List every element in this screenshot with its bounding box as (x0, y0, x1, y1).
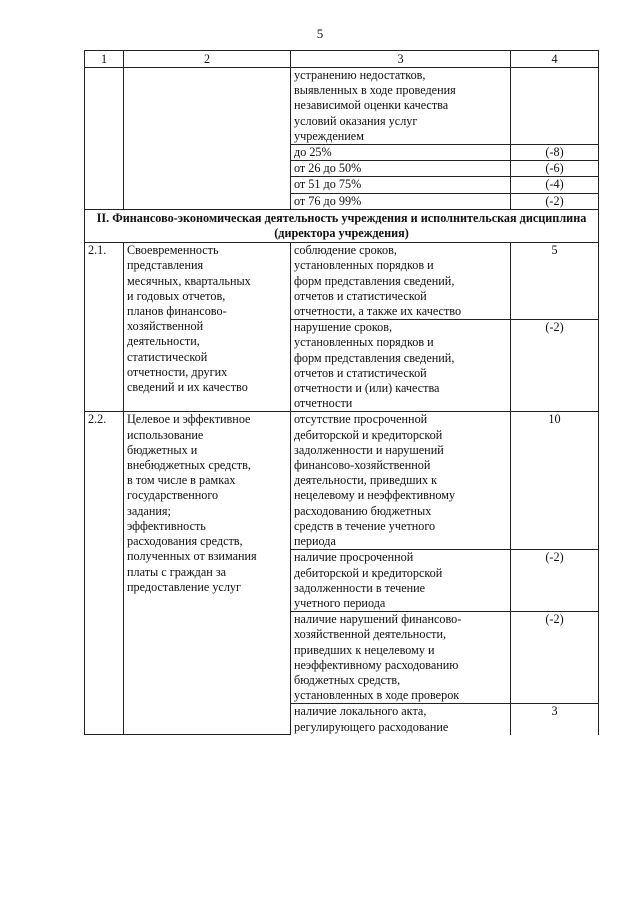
header-col-2: 2 (124, 51, 291, 68)
score: (-2) (511, 550, 599, 612)
range-label: от 76 до 99% (291, 193, 511, 209)
range-score: (-6) (511, 161, 599, 177)
table-header-row (85, 51, 599, 68)
range-label: от 51 до 75% (291, 177, 511, 193)
num-cell (85, 68, 124, 210)
range-score: (-8) (511, 145, 599, 161)
score: 5 (511, 243, 599, 320)
criterion-text: нарушение сроков, установленных порядков и форм представления сведений, отчетов и статистической отчетности и (или) качества отчетности (291, 320, 511, 412)
criterion-text: соблюдение сроков, установленных порядков и форм представления сведений, отчетов и статистической отчетности, а также их качество (291, 243, 511, 320)
criteria-table (84, 50, 599, 735)
score-cell (511, 68, 599, 145)
indicator-text: Целевое и эффективное использование бюджетных и внебюджетных средств, в том числе в рамках государственного задания; эффективность расходования средств, полученных от взимания платы с граждан за предоставление услуг (124, 412, 291, 735)
indicator-text: Своевременность представления месячных, квартальных и годовых отчетов, планов финансово- хозяйственной деятельности, статистической отчетности, других сведений и их качество (124, 243, 291, 412)
range-label: от 26 до 50% (291, 161, 511, 177)
range-label: до 25% (291, 145, 511, 161)
section-title: II. Финансово-экономическая деятельность учреждения и исполнительская дисциплина (директора учреждения) (85, 209, 599, 242)
table-row (85, 412, 599, 550)
table-row (85, 68, 599, 145)
score: (-2) (511, 320, 599, 412)
page-number: 5 (316, 26, 324, 41)
table-row (85, 243, 599, 320)
score: 10 (511, 412, 599, 550)
header-col-4: 4 (511, 51, 599, 68)
criterion-text: наличие локального акта, регулирующего расходование (291, 704, 511, 735)
criterion-text: наличие нарушений финансово- хозяйственной деятельности, приведших к нецелевому и неэффективному расходованию бюджетных средств, установленных в ходе проверок (291, 612, 511, 704)
range-score: (-2) (511, 193, 599, 209)
criterion-text: наличие просроченной дебиторской и кредиторской задолженности в течение учетного периода (291, 550, 511, 612)
range-score: (-4) (511, 177, 599, 193)
criterion-text: устранению недостатков, выявленных в ходе проведения независимой оценки качества условий оказания услуг учреждением (291, 68, 511, 145)
score: (-2) (511, 612, 599, 704)
row-number: 2.2. (85, 412, 124, 735)
header-col-1: 1 (85, 51, 124, 68)
score: 3 (511, 704, 599, 735)
row-number: 2.1. (85, 243, 124, 412)
indicator-cell (124, 68, 291, 210)
section-title-row (85, 209, 599, 242)
header-col-3: 3 (291, 51, 511, 68)
criterion-text: отсутствие просроченной дебиторской и кредиторской задолженности и нарушений финансово-хозяйственной деятельности, приведших к нецелевому и неэффективному расходованию бюджетных средств в течение учетного периода (291, 412, 511, 550)
